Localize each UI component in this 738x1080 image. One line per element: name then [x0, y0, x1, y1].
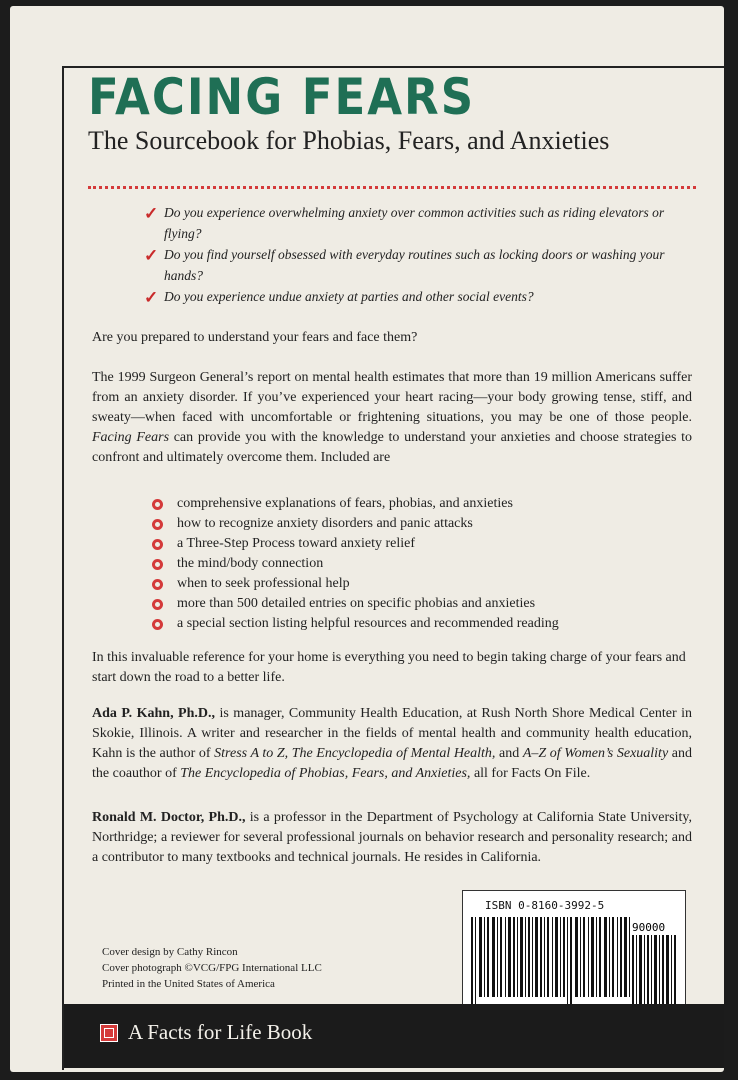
included-item: when to seek professional help — [152, 574, 672, 594]
checkmark-icon: ✓ — [144, 288, 159, 307]
red-bullet-icon — [152, 579, 163, 590]
red-bullet-icon — [152, 539, 163, 550]
author1-name: Ada P. Kahn, Ph.D., — [92, 706, 216, 721]
question-item — [146, 202, 686, 244]
description-text: The 1999 Surgeon General’s report on mental health estimates that more than 19 million Americans suffer from an anxiety disorder. If you’ve experienced your heart racing—your body growing tense, stiff, and sweaty—when faced with uncomfortable or frightening situations, you may be one of those people. — [92, 370, 692, 425]
description-text-cont: can provide you with the knowledge to understand your anxieties and choose strategies to confront and ultimately overcome them. Included are — [92, 430, 692, 465]
series-name: A Facts for Life Book — [128, 1020, 313, 1044]
description-paragraph — [92, 368, 692, 468]
book-title: FACING FEARS — [88, 68, 476, 126]
red-bullet-icon — [152, 599, 163, 610]
included-item: more than 500 detailed entries on specific phobias and anxieties — [152, 594, 672, 614]
credit-line: Printed in the United States of America — [102, 978, 275, 990]
price-code: 90000 — [632, 921, 666, 934]
closing-paragraph: In this invaluable reference for your home is everything you need to begin taking charge of your fears and start down the road to a better life. — [92, 650, 686, 685]
checkmark-icon: ✓ — [144, 204, 159, 223]
cover-credits — [102, 944, 322, 992]
included-list — [152, 494, 672, 634]
question-item — [146, 244, 686, 286]
question-text: Do you experience overwhelming anxiety over common activities such as riding elevators or flying? — [164, 205, 665, 241]
prompt-text: Are you prepared to understand your fears and face them? — [92, 330, 418, 345]
credit-line: Cover photograph ©VCG/FPG International LLC — [102, 962, 322, 974]
question-list — [146, 202, 686, 307]
checkmark-icon: ✓ — [144, 246, 159, 265]
question-text: Do you find yourself obsessed with everyday routines such as locking doors or washing your hands? — [164, 247, 665, 283]
included-item: a Three-Step Process toward anxiety relief — [152, 534, 672, 554]
red-bullet-icon — [152, 559, 163, 570]
included-item: comprehensive explanations of fears, phobias, and anxieties — [152, 494, 672, 514]
author1-bio: Ada P. Kahn, Ph.D., is manager, Community Health Education, at Rush North Shore Medical Center in Skokie, Illinois. A writer and researcher in the fields of mental health and community health education, Kahn is the author of Stress A to Z, The Encyclopedia of Mental Health, and A–Z of Women’s Sexuality and the coauthor of The Encyclopedia of Phobias, Fears, and Anxieties, all for Facts On File. — [92, 706, 692, 781]
description-book-title: Facing Fears — [92, 430, 170, 445]
dotted-divider — [88, 186, 696, 189]
red-bullet-icon — [152, 519, 163, 530]
book-subtitle: The Sourcebook for Phobias, Fears, and Anxieties — [88, 126, 610, 155]
included-item: the mind/body connection — [152, 554, 672, 574]
red-bullet-icon — [152, 499, 163, 510]
isbn-number: ISBN 0-8160-3992-5 — [485, 899, 605, 912]
author2-name: Ronald M. Doctor, Ph.D., — [92, 810, 246, 825]
checkbox-logo-icon — [100, 1024, 118, 1042]
included-item: a special section listing helpful resources and recommended reading — [152, 614, 672, 634]
question-text: Do you experience undue anxiety at parties and other social events? — [164, 289, 534, 304]
red-bullet-icon — [152, 619, 163, 630]
credit-line: Cover design by Cathy Rincon — [102, 946, 238, 958]
author2-bio: Ronald M. Doctor, Ph.D., is a professor in the Department of Psychology at California State University, Northridge; a reviewer for several professional journals on behavior research and personality research; and a contributor to many textbooks and technical journals. He resides in California. — [92, 810, 692, 865]
included-item: how to recognize anxiety disorders and panic attacks — [152, 514, 672, 534]
question-item — [146, 286, 686, 307]
